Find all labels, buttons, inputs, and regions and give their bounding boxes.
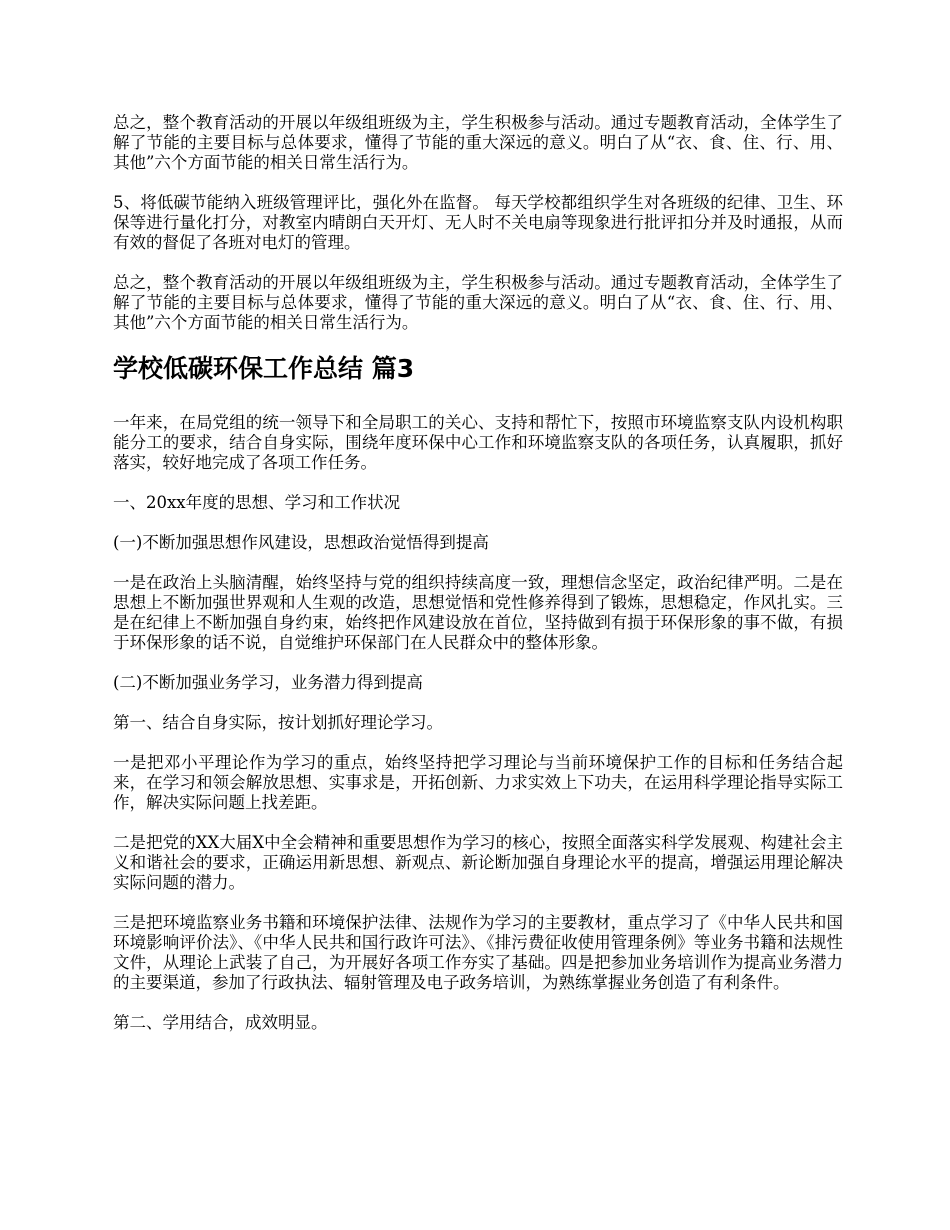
paragraph: 总之，整个教育活动的开展以年级组班级为主，学生积极参与活动。通过专题教育活动，全体学生了解了节能的主要目标与总体要求，懂得了节能的重大深远的意义。明白了从“衣、食、住、行、用、其他”六个方面节能的相关日常生活行为。 xyxy=(113,273,843,332)
paragraph: 总之，整个教育活动的开展以年级组班级为主，学生积极参与活动。通过专题教育活动，全体学生了解了节能的主要目标与总体要求，懂得了节能的重大深远的意义。明白了从“衣、食、住、行、用、其他”六个方面节能的相关日常生活行为。 xyxy=(113,113,843,172)
section-heading: 学校低碳环保工作总结 篇3 xyxy=(113,354,415,383)
paragraph: 第一、结合自身实际，按计划抓好理论学习。 xyxy=(113,713,443,732)
paragraph: 二是把党的XX大届X中全会精神和重要思想作为学习的核心，按照全面落实科学发展观、构建社会主义和谐社会的要求，正确运用新思想、新观点、新论断加强自身理论水平的提高，增强运用理论解决实际问题的潜力。 xyxy=(113,833,843,892)
paragraph: (一)不断加强思想作风建设，思想政治觉悟得到提高 xyxy=(113,533,489,552)
paragraph: (二)不断加强业务学习，业务潜力得到提高 xyxy=(113,673,423,692)
paragraph: 一、20xx年度的思想、学习和工作状况 xyxy=(113,493,401,512)
paragraph: 第二、学用结合，成效明显。 xyxy=(113,1013,328,1032)
paragraph: 三是把环境监察业务书籍和环境保护法律、法规作为学习的主要教材，重点学习了《中华人民共和国环境影响评价法》、《中华人民共和国行政许可法》、《排污费征收使用管理条例》等业务书籍和法规性文件，从理论上武装了自己，为开展好各项工作夯实了基础。四是把参加业务培训作为提高业务潜力的主要渠道，参加了行政执法、辐射管理及电子政务培训，为熟练掌握业务创造了有利条件。 xyxy=(113,913,843,992)
paragraph: 5、将低碳节能纳入班级管理评比，强化外在监督。 每天学校都组织学生对各班级的纪律、卫生、环保等进行量化打分，对教室内晴朗白天开灯、无人时不关电扇等现象进行批评扣分并及时通报，从而有效的督促了各班对电灯的管理。 xyxy=(113,193,843,252)
paragraph: 一年来，在局党组的统一领导下和全局职工的关心、支持和帮忙下，按照市环境监察支队内设机构职能分工的要求，结合自身实际，围绕年度环保中心工作和环境监察支队的各项任务，认真履职，抓好落实，较好地完成了各项工作任务。 xyxy=(113,413,843,472)
paragraph: 一是在政治上头脑清醒，始终坚持与党的组织持续高度一致，理想信念坚定，政治纪律严明。二是在思想上不断加强世界观和人生观的改造，思想觉悟和党性修养得到了锻炼，思想稳定，作风扎实。三是在纪律上不断加强自身约束，始终把作风建设放在首位，坚持做到有损于环保形象的事不做，有损于环保形象的话不说，自觉维护环保部门在人民群众中的整体形象。 xyxy=(113,573,843,652)
document-page xyxy=(113,113,843,1053)
paragraph: 一是把邓小平理论作为学习的重点，始终坚持把学习理论与当前环境保护工作的目标和任务结合起来，在学习和领会解放思想、实事求是，开拓创新、力求实效上下功夫，在运用科学理论指导实际工作，解决实际问题上找差距。 xyxy=(113,753,843,812)
